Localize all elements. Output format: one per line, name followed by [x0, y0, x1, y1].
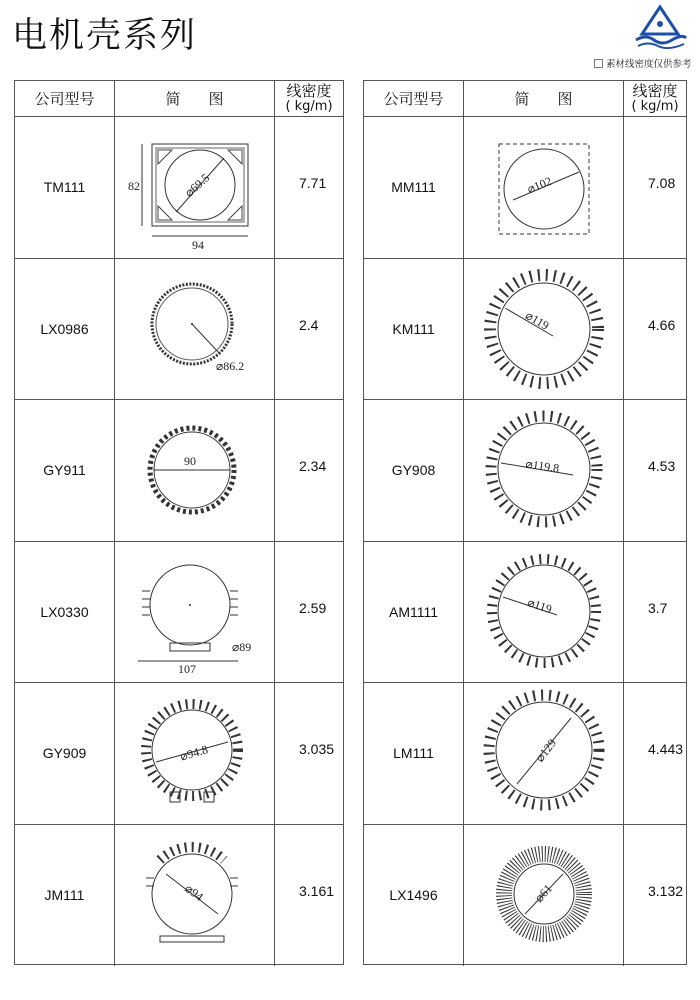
- right-table: [363, 80, 687, 965]
- table-row: [15, 542, 343, 684]
- density-cell: 3.132: [648, 883, 684, 900]
- dim-diameter: ⌀119: [525, 594, 554, 616]
- model-cell: LX0986: [15, 259, 115, 400]
- density-cell: 3.035: [299, 741, 335, 758]
- table-row: [15, 259, 343, 401]
- dim-diameter: ⌀86.2: [215, 358, 244, 373]
- page-title: 电机壳系列: [12, 16, 198, 56]
- diagram-cell: [464, 825, 624, 967]
- reference-note: [594, 56, 692, 70]
- dim-diameter: ⌀102: [524, 174, 554, 197]
- diagram-cell: [464, 117, 624, 258]
- header-density-unit: ( kg/m): [631, 98, 679, 114]
- dim-height: 82: [127, 179, 140, 194]
- profile-diagram: [120, 405, 270, 535]
- density-cell: 7.71: [299, 175, 327, 192]
- dim-diameter: ⌀61: [531, 881, 555, 906]
- header-density-label: 线密度: [286, 81, 332, 100]
- dim-diameter: ⌀94.8: [177, 742, 209, 764]
- profile-diagram: [469, 264, 619, 394]
- profile-diagram: [469, 122, 619, 252]
- model-cell: AM1111: [364, 542, 464, 683]
- note-text: 素材线密度仅供参考: [606, 59, 692, 70]
- model-cell: GY911: [15, 400, 115, 541]
- header-diagram: 简图: [464, 81, 624, 116]
- model-cell: LX0330: [15, 542, 115, 683]
- profile-diagram: [469, 830, 619, 960]
- dim-diameter: ⌀119: [522, 307, 551, 333]
- density-cell: 4.53: [648, 458, 676, 475]
- table-header: [15, 81, 343, 117]
- density-cell: 3.161: [299, 883, 335, 900]
- dim-diameter: ⌀129: [532, 736, 559, 765]
- left-table: [14, 80, 344, 965]
- diagram-cell: [464, 400, 624, 541]
- table-row: [364, 117, 686, 259]
- header-model: 公司型号: [364, 81, 464, 116]
- header-density: [275, 81, 343, 116]
- profile-diagram: [120, 688, 270, 818]
- table-row: [15, 683, 343, 825]
- model-cell: GY908: [364, 400, 464, 541]
- dim-diameter: ⌀94: [181, 881, 206, 905]
- profile-diagram: [120, 547, 270, 677]
- diagram-cell: [115, 259, 275, 400]
- header-diagram: 简图: [115, 81, 275, 116]
- table-row: [15, 825, 343, 967]
- profile-diagram: [469, 547, 619, 677]
- density-cell: 3.7: [648, 599, 668, 616]
- density-cell: 2.4: [299, 316, 319, 333]
- header-model: 公司型号: [15, 81, 115, 116]
- diagram-cell: [115, 683, 275, 824]
- diagram-cell: [464, 683, 624, 824]
- density-cell: 2.34: [299, 458, 327, 475]
- dim-diameter: 90: [183, 454, 196, 469]
- diagram-cell: [115, 542, 275, 683]
- table-row: [364, 683, 686, 825]
- density-cell: 4.443: [648, 741, 684, 758]
- model-cell: LM111: [364, 683, 464, 824]
- table-row: [364, 542, 686, 684]
- table-header: [364, 81, 686, 117]
- diagram-cell: [115, 400, 275, 541]
- dim-width: 94: [191, 238, 204, 253]
- dim-diameter: ⌀119.8: [524, 456, 560, 476]
- model-cell: MM111: [364, 117, 464, 258]
- table-row: [15, 117, 343, 259]
- header-density: [624, 81, 686, 116]
- table-row: [364, 259, 686, 401]
- model-cell: LX1496: [364, 825, 464, 967]
- density-cell: 2.59: [299, 599, 327, 616]
- diagram-cell: [464, 259, 624, 400]
- diagram-cell: [115, 117, 275, 258]
- table-row: [15, 400, 343, 542]
- profile-diagram: [469, 688, 619, 818]
- header-density-unit: ( kg/m): [285, 98, 333, 114]
- note-box-icon: [594, 59, 603, 68]
- dim-diameter: ⌀89: [231, 639, 251, 654]
- table-row: [364, 400, 686, 542]
- header-density-label: 线密度: [632, 81, 678, 100]
- profile-diagram: [120, 830, 270, 960]
- model-cell: GY909: [15, 683, 115, 824]
- profile-diagram: [469, 405, 619, 535]
- model-cell: KM111: [364, 259, 464, 400]
- density-cell: 4.66: [648, 316, 676, 333]
- model-cell: JM111: [15, 825, 115, 967]
- diagram-cell: [464, 542, 624, 683]
- dim-diameter: ⌀69.5: [181, 170, 212, 201]
- table-row: [364, 825, 686, 967]
- dim-width: 107: [177, 661, 196, 676]
- company-logo: [632, 4, 688, 50]
- diagram-cell: [115, 825, 275, 967]
- density-cell: 7.08: [648, 175, 676, 192]
- profile-diagram: [120, 122, 270, 252]
- profile-diagram: [120, 264, 270, 394]
- model-cell: TM111: [15, 117, 115, 258]
